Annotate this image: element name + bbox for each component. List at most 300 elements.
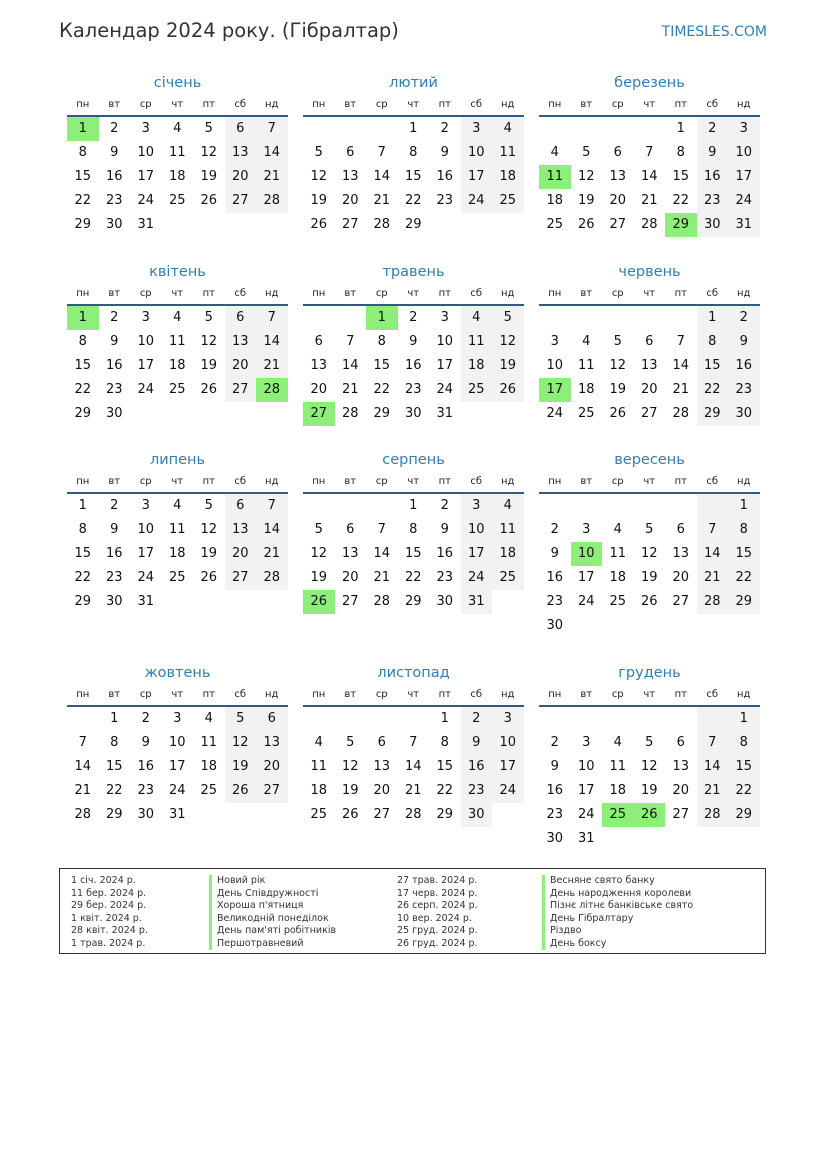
day-cell: 11 (168, 334, 186, 349)
day-cell: 4 (613, 522, 622, 537)
holiday-day-cell: 29 (665, 213, 697, 237)
day-cell: 11 (168, 522, 186, 537)
day-cell: 6 (676, 522, 685, 537)
month-name: квітень (149, 264, 206, 280)
day-cell: 23 (105, 193, 123, 208)
day-cell: 3 (141, 310, 150, 325)
day-cell: 11 (577, 358, 595, 373)
holiday-name: Першотравневий (209, 938, 336, 951)
month-block (303, 449, 524, 614)
holiday-name: Пізнє літнє банківське свято (542, 900, 693, 913)
month-block (67, 261, 288, 426)
day-cell: 4 (461, 306, 493, 330)
day-cell: 6 (377, 735, 386, 750)
weekday-label: вт (580, 288, 593, 299)
weekday-label: чт (643, 689, 656, 700)
day-cell: 9 (440, 145, 449, 160)
day-cell: 12 (609, 358, 627, 373)
day-cell: 4 (550, 145, 559, 160)
day-cell: 2 (550, 522, 559, 537)
day-cell: 21 (640, 193, 658, 208)
day-cell: 20 (256, 755, 288, 779)
day-cell: 10 (492, 731, 524, 755)
day-cell: 20 (672, 783, 690, 798)
day-cell: 22 (74, 193, 92, 208)
day-cell: 4 (173, 310, 182, 325)
day-cell: 8 (728, 731, 760, 755)
empty-cell (67, 707, 99, 731)
day-cell: 13 (225, 330, 257, 354)
weekday-label: вт (108, 99, 121, 110)
weekday-header (303, 94, 524, 117)
holiday-day-cell: 11 (539, 165, 571, 189)
day-cell: 7 (256, 117, 288, 141)
day-cell: 22 (728, 566, 760, 590)
day-cell: 17 (577, 783, 595, 798)
empty-cell (303, 707, 335, 731)
month-block (67, 662, 288, 827)
day-cell: 8 (440, 735, 449, 750)
weekday-label: ср (139, 476, 152, 487)
day-cell: 6 (346, 522, 355, 537)
month-name: грудень (618, 665, 681, 681)
holiday-date: 17 черв. 2024 р. (397, 887, 478, 899)
empty-cell (602, 707, 634, 731)
day-cell: 9 (550, 546, 559, 561)
day-cell: 3 (440, 310, 449, 325)
holiday-date: 11 бер. 2024 р. (71, 887, 147, 899)
holiday-date: 1 трав. 2024 р. (71, 937, 146, 949)
holiday-name: День Гібралтару (542, 913, 693, 926)
day-grid (303, 117, 524, 237)
day-cell: 25 (168, 382, 186, 397)
weekday-label: вт (580, 99, 593, 110)
weekday-header (67, 283, 288, 306)
day-cell: 28 (74, 807, 92, 822)
day-cell: 9 (141, 735, 150, 750)
weekday-label: ср (375, 689, 388, 700)
day-cell: 31 (168, 807, 186, 822)
day-cell: 25 (492, 189, 524, 213)
day-cell: 8 (676, 145, 685, 160)
weekday-label: пн (312, 476, 326, 487)
day-cell: 22 (672, 193, 690, 208)
day-cell: 13 (225, 141, 257, 165)
day-cell: 6 (645, 334, 654, 349)
empty-cell (602, 494, 634, 518)
day-cell: 1 (78, 498, 87, 513)
day-grid (67, 494, 288, 614)
empty-cell (335, 707, 367, 731)
day-cell: 15 (74, 169, 92, 184)
holiday-name: День Співдружності (209, 888, 336, 901)
day-cell: 5 (346, 735, 355, 750)
weekday-header (303, 283, 524, 306)
day-grid (539, 707, 760, 851)
day-cell: 11 (492, 518, 524, 542)
holiday-date: 10 вер. 2024 р. (397, 912, 472, 924)
weekday-label: чт (407, 689, 420, 700)
weekday-label: нд (265, 288, 279, 299)
day-cell: 16 (697, 165, 729, 189)
weekday-label: сб (706, 99, 719, 110)
day-cell: 16 (436, 169, 454, 184)
day-cell: 19 (609, 382, 627, 397)
day-cell: 13 (609, 169, 627, 184)
day-cell: 9 (110, 522, 119, 537)
day-cell: 15 (697, 354, 729, 378)
day-cell: 23 (728, 378, 760, 402)
day-cell: 24 (577, 807, 595, 822)
month-name: березень (614, 75, 685, 91)
weekday-label: пн (312, 689, 326, 700)
day-cell: 29 (373, 406, 391, 421)
day-cell: 5 (613, 334, 622, 349)
day-cell: 25 (609, 594, 627, 609)
day-cell: 5 (204, 121, 213, 136)
day-cell: 19 (310, 570, 328, 585)
day-cell: 29 (74, 406, 92, 421)
weekday-label: вт (344, 99, 357, 110)
day-cell: 24 (546, 406, 564, 421)
day-cell: 27 (672, 594, 690, 609)
day-cell: 13 (640, 358, 658, 373)
day-cell: 21 (256, 542, 288, 566)
day-cell: 30 (105, 406, 123, 421)
holiday-date: 29 бер. 2024 р. (71, 900, 147, 911)
day-cell: 24 (492, 779, 524, 803)
weekday-label: ср (139, 689, 152, 700)
month-block (539, 72, 760, 237)
day-cell: 13 (225, 518, 257, 542)
holiday-names-column-1 (209, 875, 336, 950)
day-cell: 16 (105, 169, 123, 184)
weekday-label: вт (108, 476, 121, 487)
weekday-header (67, 94, 288, 117)
day-cell: 11 (168, 145, 186, 160)
day-cell: 9 (728, 330, 760, 354)
day-cell: 17 (492, 755, 524, 779)
weekday-label: пт (202, 288, 215, 299)
weekday-label: пн (76, 476, 90, 487)
day-cell: 25 (168, 193, 186, 208)
empty-cell (303, 494, 335, 518)
day-cell: 30 (546, 831, 564, 846)
day-cell: 30 (137, 807, 155, 822)
weekday-label: нд (501, 99, 515, 110)
month-block (539, 662, 760, 851)
weekday-label: пн (548, 99, 562, 110)
day-cell: 22 (105, 783, 123, 798)
weekday-label: пн (76, 689, 90, 700)
day-cell: 14 (640, 169, 658, 184)
day-cell: 15 (105, 759, 123, 774)
day-cell: 17 (436, 358, 454, 373)
day-cell: 12 (225, 731, 257, 755)
day-cell: 8 (728, 518, 760, 542)
day-cell: 19 (200, 546, 218, 561)
day-cell: 21 (256, 354, 288, 378)
day-cell: 2 (409, 310, 418, 325)
day-grid (303, 306, 524, 426)
day-cell: 26 (609, 406, 627, 421)
month-name: січень (153, 75, 202, 91)
day-cell: 1 (440, 711, 449, 726)
weekday-header (303, 471, 524, 494)
empty-cell (571, 306, 603, 330)
weekday-label: чт (407, 99, 420, 110)
weekday-label: чт (171, 288, 184, 299)
day-cell: 10 (436, 334, 454, 349)
day-cell: 18 (168, 358, 186, 373)
weekday-label: вт (344, 288, 357, 299)
day-cell: 30 (404, 406, 422, 421)
day-cell: 4 (314, 735, 323, 750)
day-cell: 8 (409, 145, 418, 160)
day-cell: 15 (728, 755, 760, 779)
holiday-date: 28 квіт. 2024 р. (71, 925, 148, 936)
day-cell: 13 (373, 759, 391, 774)
weekday-label: пн (548, 689, 562, 700)
day-cell: 16 (436, 546, 454, 561)
day-cell: 25 (492, 566, 524, 590)
day-cell: 30 (697, 213, 729, 237)
day-cell: 16 (105, 546, 123, 561)
empty-cell (366, 494, 398, 518)
day-cell: 18 (577, 382, 595, 397)
day-cell: 25 (461, 378, 493, 402)
day-cell: 23 (436, 193, 454, 208)
day-cell: 25 (168, 570, 186, 585)
day-cell: 28 (672, 406, 690, 421)
brand-link[interactable]: TIMESLES.COM (661, 24, 767, 40)
day-cell: 26 (200, 570, 218, 585)
day-cell: 12 (200, 145, 218, 160)
weekday-label: сб (470, 689, 483, 700)
day-cell: 20 (341, 570, 359, 585)
day-cell: 21 (341, 382, 359, 397)
day-cell: 15 (74, 546, 92, 561)
weekday-label: нд (501, 476, 515, 487)
day-cell: 14 (341, 358, 359, 373)
weekday-label: вт (108, 689, 121, 700)
day-cell: 4 (582, 334, 591, 349)
day-cell: 14 (256, 518, 288, 542)
weekday-label: ср (611, 476, 624, 487)
day-cell: 20 (609, 193, 627, 208)
weekday-header (303, 684, 524, 707)
day-cell: 24 (728, 189, 760, 213)
day-cell: 17 (728, 165, 760, 189)
day-cell: 26 (577, 217, 595, 232)
day-cell: 1 (110, 711, 119, 726)
holiday-day-cell: 1 (67, 306, 99, 330)
month-block (303, 662, 524, 827)
day-cell: 9 (110, 334, 119, 349)
day-cell: 7 (346, 334, 355, 349)
day-cell: 24 (137, 382, 155, 397)
day-cell: 12 (640, 546, 658, 561)
month-name: листопад (377, 665, 450, 681)
day-grid (303, 707, 524, 827)
day-cell: 15 (436, 759, 454, 774)
weekday-label: сб (470, 476, 483, 487)
day-cell: 23 (105, 570, 123, 585)
day-cell: 3 (141, 498, 150, 513)
day-cell: 28 (404, 807, 422, 822)
day-cell: 18 (168, 169, 186, 184)
day-cell: 2 (110, 498, 119, 513)
day-cell: 7 (697, 518, 729, 542)
day-cell: 30 (728, 402, 760, 426)
empty-cell (571, 707, 603, 731)
day-cell: 29 (728, 590, 760, 614)
day-cell: 25 (546, 217, 564, 232)
holiday-name: Новий рік (209, 875, 336, 888)
day-cell: 3 (492, 707, 524, 731)
day-cell: 15 (373, 358, 391, 373)
day-cell: 4 (173, 121, 182, 136)
day-cell: 5 (225, 707, 257, 731)
holiday-day-cell: 17 (539, 378, 571, 402)
empty-cell (366, 117, 398, 141)
day-cell: 19 (577, 193, 595, 208)
day-cell: 24 (436, 382, 454, 397)
day-cell: 23 (697, 189, 729, 213)
day-cell: 31 (461, 590, 493, 614)
day-cell: 23 (461, 779, 493, 803)
empty-cell (697, 494, 729, 518)
weekday-label: нд (737, 288, 751, 299)
day-cell: 18 (609, 783, 627, 798)
day-cell: 17 (461, 165, 493, 189)
day-cell: 16 (728, 354, 760, 378)
day-cell: 14 (672, 358, 690, 373)
holiday-date: 25 груд. 2024 р. (397, 925, 478, 936)
day-cell: 9 (461, 731, 493, 755)
weekday-label: чт (171, 99, 184, 110)
day-cell: 2 (141, 711, 150, 726)
day-cell: 7 (409, 735, 418, 750)
empty-cell (602, 117, 634, 141)
day-cell: 31 (728, 213, 760, 237)
weekday-label: нд (737, 689, 751, 700)
day-cell: 10 (728, 141, 760, 165)
day-cell: 12 (310, 546, 328, 561)
day-cell: 4 (492, 494, 524, 518)
empty-cell (303, 306, 335, 330)
day-cell: 26 (200, 193, 218, 208)
day-cell: 14 (256, 141, 288, 165)
day-cell: 3 (173, 711, 182, 726)
day-cell: 19 (225, 755, 257, 779)
day-cell: 26 (341, 807, 359, 822)
day-cell: 20 (225, 165, 257, 189)
day-cell: 8 (110, 735, 119, 750)
day-cell: 28 (697, 803, 729, 827)
day-cell: 9 (697, 141, 729, 165)
day-cell: 11 (200, 735, 218, 750)
day-cell: 27 (341, 217, 359, 232)
weekday-label: сб (234, 689, 247, 700)
day-cell: 18 (492, 165, 524, 189)
weekday-label: пн (548, 288, 562, 299)
day-cell: 14 (256, 330, 288, 354)
day-cell: 31 (137, 594, 155, 609)
day-cell: 23 (404, 382, 422, 397)
month-name: вересень (614, 452, 685, 468)
day-cell: 13 (341, 169, 359, 184)
day-cell: 5 (582, 145, 591, 160)
day-cell: 22 (404, 570, 422, 585)
day-cell: 3 (728, 117, 760, 141)
day-cell: 2 (440, 121, 449, 136)
day-cell: 8 (409, 522, 418, 537)
holiday-day-cell: 25 (602, 803, 634, 827)
weekday-label: нд (501, 288, 515, 299)
holiday-day-cell: 27 (303, 402, 335, 426)
month-name: червень (618, 264, 681, 280)
day-cell: 20 (225, 354, 257, 378)
day-cell: 22 (728, 779, 760, 803)
day-cell: 26 (310, 217, 328, 232)
day-cell: 10 (137, 522, 155, 537)
day-cell: 29 (728, 803, 760, 827)
day-cell: 30 (546, 618, 564, 633)
day-cell: 22 (404, 193, 422, 208)
weekday-label: сб (470, 288, 483, 299)
day-cell: 26 (640, 594, 658, 609)
day-cell: 21 (256, 165, 288, 189)
holiday-dates-column-1 (71, 875, 148, 950)
holiday-name: Весняне свято банку (542, 875, 693, 888)
day-grid (303, 494, 524, 614)
day-cell: 1 (409, 498, 418, 513)
day-cell: 11 (609, 759, 627, 774)
day-cell: 24 (137, 193, 155, 208)
day-cell: 25 (310, 807, 328, 822)
weekday-label: нд (501, 689, 515, 700)
day-cell: 27 (672, 807, 690, 822)
empty-cell (539, 117, 571, 141)
weekday-label: чт (407, 476, 420, 487)
day-cell: 8 (377, 334, 386, 349)
holiday-date: 1 квіт. 2024 р. (71, 912, 142, 924)
day-cell: 1 (676, 121, 685, 136)
day-cell: 3 (461, 494, 493, 518)
month-name: травень (382, 264, 445, 280)
day-cell: 11 (461, 330, 493, 354)
day-cell: 23 (137, 783, 155, 798)
day-cell: 16 (137, 759, 155, 774)
holiday-name: День пам'яті робітників (209, 925, 336, 938)
day-cell: 27 (225, 189, 257, 213)
empty-cell (634, 707, 666, 731)
holiday-day-cell: 1 (366, 306, 398, 330)
day-cell: 15 (74, 358, 92, 373)
day-cell: 12 (310, 169, 328, 184)
day-cell: 12 (577, 169, 595, 184)
weekday-label: пн (76, 288, 90, 299)
day-cell: 27 (256, 779, 288, 803)
day-cell: 24 (577, 594, 595, 609)
day-cell: 7 (377, 522, 386, 537)
weekday-label: пт (438, 476, 451, 487)
day-grid (539, 306, 760, 426)
day-cell: 13 (341, 546, 359, 561)
day-cell: 24 (137, 570, 155, 585)
day-cell: 29 (404, 217, 422, 232)
